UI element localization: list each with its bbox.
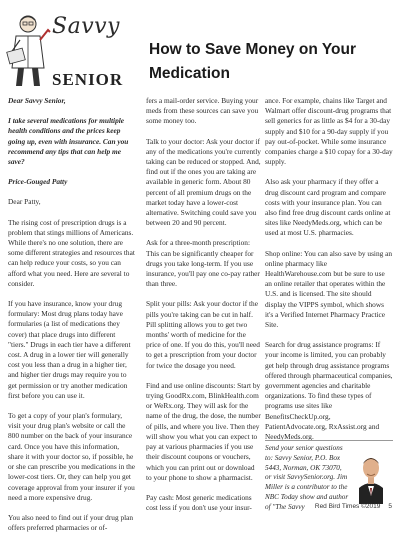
paragraph: Split your pills: Ask your doctor if the pills you're taking can be cut in half. Pill splitting allows you to get two months' worth of medicine for the price of one. If you do this, you'll need to get a prescription from your doctor for twice the dosage you need. (146, 299, 260, 370)
reader-letter (8, 96, 136, 187)
letter-salutation: Dear Savvy Senior, (8, 96, 66, 105)
column-2 (146, 96, 262, 523)
page-footer (270, 503, 392, 510)
paragraph: Talk to your doctor: Ask your doctor if any of the medications you're currently taking can be reduced or stopped. And, find out if the ones you are taking are available in generic form. About 80 percent of all premium drugs on the market today have a lower-cost alternative. Switching could save you between 20 and 90 percent. (146, 136, 261, 228)
paragraph: If you have insurance, know your drug formulary: Most drug plans today have formularies (a list of medications they cover) that place drugs into different "tiers." Drugs in each tier have a different cost. A drug in a lower tier will generally cost you less than a drug in a higher tier, and higher tier drugs may require you to get permission or try another medication first before you can use it. (8, 299, 131, 400)
author-photo (353, 448, 389, 504)
signoff-text: Send your senior questions to: Savvy Senior, P.O. Box 5443, Norman, OK 73070, or visit SavvySenior.org. Jim Miller is a contributor to the NBC Today show and author of "The Savvy (265, 444, 349, 511)
column-1 (8, 96, 136, 543)
paragraph: Find and use online discounts: Start by trying GoodRx.com, BlinkHealth.com or WeRx.org. They will ask for the name of the drug, the dose, the number of pills, and where you live. Then they will show you what you can expect to pay at various pharmacies if you use their discount coupons or vouchers, which you can print out or download to your phone to show a pharmacist. (146, 380, 261, 482)
paragraph: Shop online: You can also save by using an online pharmacy like HealthWarehouse.com but be sure to use an online retailer that operates within the U.S. and is licensed. The site should display the VIPPS symbol, which shows it's a Verified Internet Pharmacy Practice Site. (265, 248, 393, 330)
divider (265, 440, 393, 441)
paragraph: Search for drug assistance programs: If your income is limited, you can probably get help through drug assistance programs offered through pharmaceutical companies, government agencies and charitable organizations. To find these types of programs use sites like BenefitsCheckUp.org, PatientAdvocate.org, RxAssist.org and NeedyMeds.org. (265, 340, 393, 442)
logo-senior-text: SENIOR (52, 70, 124, 89)
paragraph: Pay cash: Most generic medications cost less if you don't use your insur- (146, 492, 252, 513)
column-3 (265, 96, 393, 452)
article-headline: How to Save Money on Your Medication (149, 41, 356, 82)
publication-name: Red Bird Times ©2019 (314, 503, 381, 510)
page-number: 5 (388, 503, 392, 510)
paragraph: fers a mail-order service. Buying your meds from these sources can save you some money too. (146, 96, 259, 126)
logo-script-text: Savvy (52, 14, 120, 39)
letter-signature: Price-Gouged Patty (8, 177, 68, 187)
paragraph: Also ask your pharmacy if they offer a drug discount card program and compare costs with your insurance plan. You can also find free drug discount cards online at sites like NeedyMeds.org, which can be used at most U.S. pharmacies. (265, 177, 391, 238)
paragraph: ance. For example, chains like Target and Walmart offer discount-drug programs that sell generics for as little as $4 for a 30-day supply and $10 for a 90-day supply if you pay out-of-pocket. While some insurance companies charge a $10 copay for a 30-day supply. (265, 96, 393, 167)
paragraph: To get a copy of your plan's formulary, visit your drug plan's website or call the 800 number on the back of your insurance card. Once you have this information, share it with your doctor so, if possible, he or she can prescribe you medications in the lower-cost tiers. Or, they can help you get coverage approval from your insurer if you need a more expensive drug. (8, 411, 136, 502)
author-signoff-box (265, 440, 393, 513)
letter-question: I take several medications for multiple health conditions and the prices keep going up, even with insurance. Can you recommend any tips that can help me save? (8, 116, 129, 167)
savvy-senior-logo (6, 10, 136, 90)
paragraph: You also need to find out if your drug plan offers preferred pharmacies or of- (8, 512, 134, 533)
answer-greeting: Dear Patty, (8, 197, 41, 207)
paragraph: The rising cost of prescription drugs is a problem that stings millions of Americans. While there's no one solution, there are some different strategies and resources that can help reduce your costs, so you can afford what you need. Here are several to consider. (8, 217, 135, 288)
paragraph: Ask for a three-month prescription: This can be significantly cheaper for drugs you take long-term. If you use insurance, you'll pay one co-pay rather than three. (146, 238, 260, 289)
cartoon-reader-icon (6, 10, 54, 90)
